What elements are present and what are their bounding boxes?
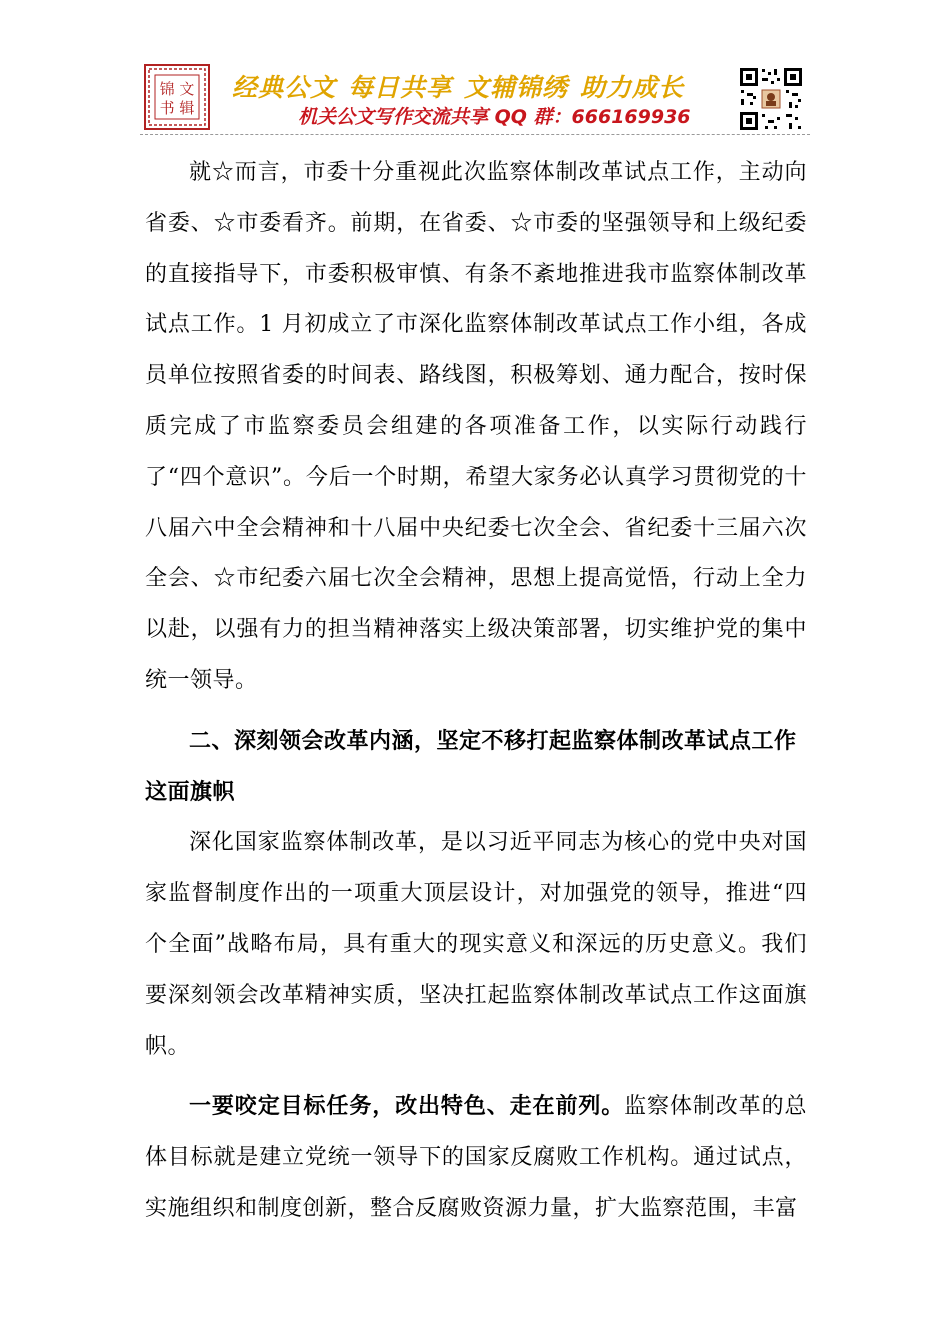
- body-paragraph: 深化国家监察体制改革，是以习近平同志为核心的党中央对国家监督制度作出的一项重大顶层设计，对加强党的领导，推进“四个全面”战略布局，具有重大的现实意义和深远的历史意义。我们要深刻领会改革精神实质，坚决扛起监察体制改革试点工作这面旗帜。: [145, 830, 807, 1059]
- section-heading: 二、深刻领会改革内涵，坚定不移打起监察体制改革试点工作这面旗帜: [145, 728, 797, 805]
- logo-seal: [144, 64, 210, 130]
- paragraph-lead: 一要咬定目标任务，改出特色、走在前列。: [189, 1094, 625, 1120]
- body-paragraph: [145, 1082, 807, 1234]
- svg-text:书 辑: 书 辑: [159, 99, 195, 117]
- slogan-part: 助力成长: [580, 73, 685, 102]
- header-slogan: [232, 68, 732, 104]
- svg-text:锦 文: 锦 文: [159, 80, 195, 98]
- document-header: [140, 62, 812, 134]
- header-divider: [140, 134, 810, 135]
- slogan-part: 经典公文: [232, 73, 337, 102]
- document-body: [145, 148, 807, 1235]
- slogan-part: 文辅锦绣: [464, 73, 569, 102]
- paragraph-text: 监察体制改革的总体目标就是建立党统一领导下的国家反腐败工作机构。通过试点，实施组织和制度创新，整合反腐败资源力量，扩大监察范围，丰富: [145, 1094, 807, 1221]
- qq-group-line: 机关公文写作交流共享 QQ 群：666169936: [298, 106, 691, 128]
- slogan-part: 每日共享: [348, 73, 453, 102]
- body-paragraph: 就☆而言，市委十分重视此次监察体制改革试点工作，主动向省委、☆市委看齐。前期，在省委、☆市委的坚强领导和上级纪委的直接指导下，市委积极审慎、有条不紊地推进我市监察体制改革试点工作。1 月初成立了市深化监察体制改革试点工作小组，各成员单位按照省委的时间表、路线图，积极筹划、通力配合，按时保质完成了市监察委员会组建的各项准备工作，以实际行动践行了“四个意识”。今后一个时期，希望大家务必认真学习贯彻党的十八届六中全会精神和十八届中央纪委七次全会、省纪委十三届六次全会、☆市纪委六届七次全会精神，思想上提高觉悟，行动上全力以赴，以强有力的担当精神落实上级决策部署，切实维护党的集中统一领导。: [145, 160, 807, 693]
- qr-code-icon: [738, 66, 804, 132]
